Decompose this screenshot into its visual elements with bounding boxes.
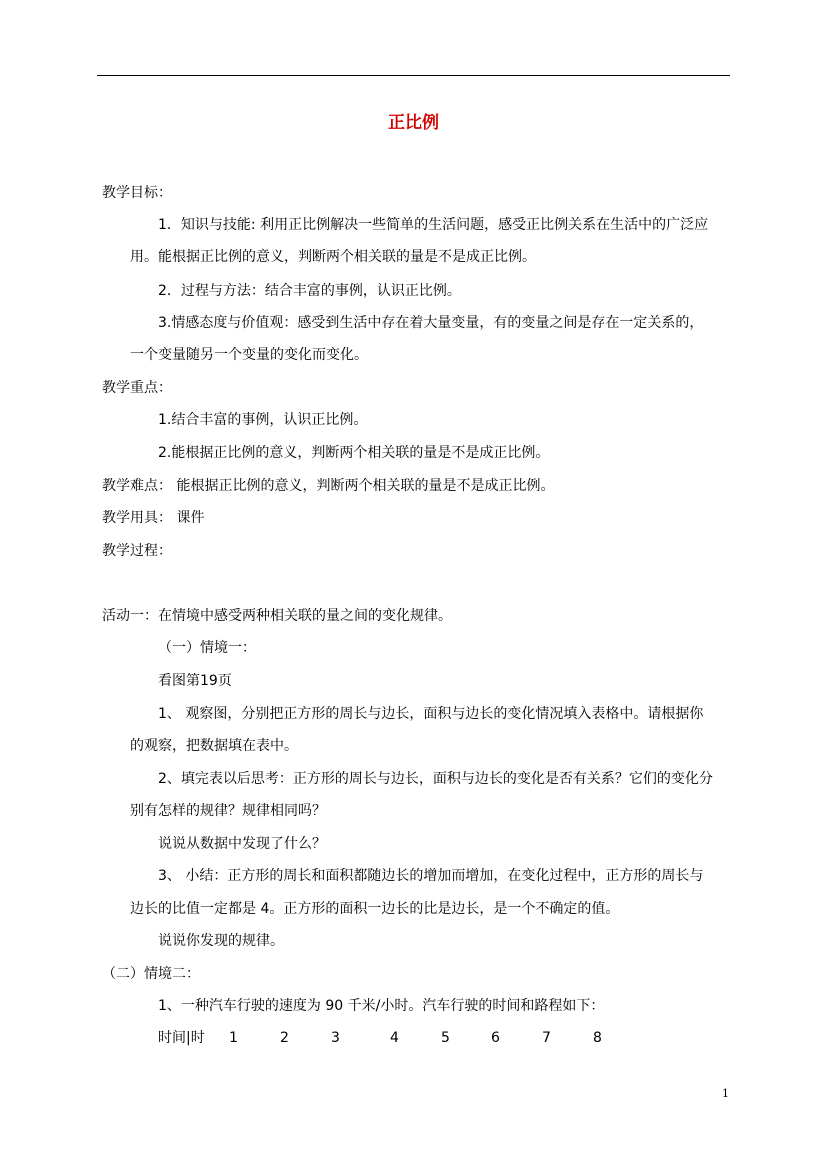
text-line: 2.能根据正比例的意义，判断两个相关联的量是不是成正比例。	[158, 445, 550, 461]
text-line: 1、一种汽车行驶的速度为 90 千米/小时。汽车行驶的时间和路程如下：	[158, 998, 605, 1014]
text-line: 教学用具： 课件	[102, 510, 205, 526]
page-number: 1	[722, 1087, 729, 1100]
table-cell: 6	[491, 1030, 500, 1046]
text-line: 1．知识与技能: 利用正比例解决一些简单的生活问题，感受正比例关系在生活中的广泛应	[158, 217, 709, 233]
text-line: （一）情境一：	[158, 640, 256, 656]
text-line: 3.情感态度与价值观：感受到生活中存在着大量变量，有的变量之间是存在一定关系的，	[158, 315, 704, 331]
header-rule	[97, 75, 730, 76]
table-cell: 4	[390, 1030, 399, 1046]
text-line: 2、填完表以后思考：正方形的周长与边长，面积与边长的变化是否有关系？它们的变化分	[158, 771, 713, 787]
text-line: 别有怎样的规律？规律相同吗？	[130, 803, 326, 819]
text-line: 2．过程与方法：结合丰富的事例，认识正比例。	[158, 283, 461, 299]
text-line: 教学目标：	[102, 185, 172, 201]
text-line: 说说从数据中发现了什么？	[158, 836, 326, 852]
text-line: 教学难点： 能根据正比例的意义，判断两个相关联的量是不是成正比例。	[102, 478, 555, 494]
text-line: 用。能根据正比例的意义，判断两个相关联的量是不是成正比例。	[130, 249, 536, 265]
table-cell: 5	[441, 1030, 450, 1046]
text-line: （二）情境二：	[102, 966, 200, 982]
text-line: 说说你发现的规律。	[158, 933, 284, 949]
text-line: 活动一：在情境中感受两种相关联的量之间的变化规律。	[102, 608, 452, 624]
table-cell: 8	[593, 1030, 602, 1046]
text-line: 1、 观察图，分别把正方形的周长与边长，面积与边长的变化情况填入表格中。请根据你	[158, 706, 704, 722]
text-line: 3、 小结：正方形的周长和面积都随边长的增加而增加，在变化过程中，正方形的周长与	[158, 868, 704, 884]
text-line: 1.结合丰富的事例，认识正比例。	[158, 412, 368, 428]
text-line: 的观察，把数据填在表中。	[130, 738, 298, 754]
text-line: 边长的比值一定都是 4。正方形的面积一边长的比是边长，是一个不确定的值。	[130, 901, 620, 917]
document-title: 正比例	[388, 113, 439, 133]
table-cell: 7	[542, 1030, 551, 1046]
text-line: 教学重点：	[102, 380, 172, 396]
text-line: 教学过程：	[102, 543, 172, 559]
table-cell: 2	[280, 1030, 289, 1046]
text-line: 看图第19页	[158, 673, 232, 689]
table-cell: 3	[331, 1030, 340, 1046]
table-header-cell: 时间|时	[158, 1030, 205, 1046]
text-line: 一个变量随另一个变量的变化而变化。	[130, 347, 368, 363]
table-cell: 1	[229, 1030, 238, 1046]
